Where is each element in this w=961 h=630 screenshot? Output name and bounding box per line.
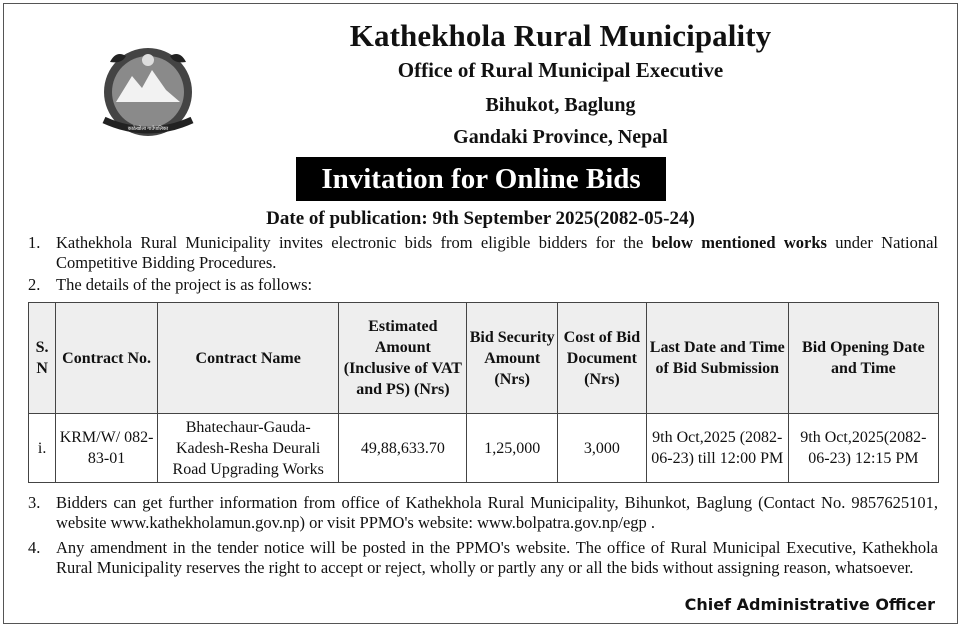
table-cell: 9th Oct,2025(2082-06-23) 12:15 PM bbox=[788, 414, 938, 483]
list-item: 1. Kathekhola Rural Municipality invites electronic bids from eligible bidders for the below mentioned works under National Competitive Bidding Procedures. bbox=[28, 233, 939, 272]
table-cell: 1,25,000 bbox=[467, 414, 558, 483]
office-address: Bihukot, Baglung bbox=[485, 94, 636, 116]
org-name: Kathekhola Rural Municipality bbox=[349, 18, 772, 53]
column-header: Bid Security Amount (Nrs) bbox=[467, 303, 558, 414]
office-name: Office of Rural Municipal Executive bbox=[397, 58, 724, 82]
table-cell: i. bbox=[29, 414, 56, 483]
column-header: Last Date and Time of Bid Submission bbox=[646, 303, 788, 414]
table-row bbox=[29, 414, 939, 483]
list-item: 3. Bidders can get further information from office of Kathekhola Rural Municipality, Bihunkot, Baglung (Contact No. 9857625101, website www.kathekholamun.gov.np) or visit PPMO's website: www.bolpatra.gov.np/egp . bbox=[28, 493, 938, 532]
column-header: Cost of Bid Document (Nrs) bbox=[558, 303, 647, 414]
table-cell: Bhatechaur-Gauda-Kadesh-Resha Deurali Road Upgrading Works bbox=[157, 414, 338, 483]
table-cell: KRM/W/ 082-83-01 bbox=[56, 414, 158, 483]
column-header: S. N bbox=[29, 303, 56, 414]
signatory-title: Chief Administrative Officer bbox=[684, 595, 935, 614]
notice-title: Invitation for Online Bids bbox=[296, 157, 666, 201]
list-item: 2. The details of the project is as follows: bbox=[28, 275, 313, 294]
column-header: Bid Opening Date and Time bbox=[788, 303, 938, 414]
table-cell: 49,88,633.70 bbox=[339, 414, 467, 483]
column-header: Contract No. bbox=[56, 303, 158, 414]
publication-date: Date of publication: 9th September 2025(2082-05-24) bbox=[266, 208, 695, 229]
emblem-caption: काठेखोला गाउँपालिका bbox=[127, 127, 169, 132]
table-cell: 3,000 bbox=[558, 414, 647, 483]
list-item: 4. Any amendment in the tender notice will be posted in the PPMO's website. The office of Rural Municipal Executive, Kathekhola Rural Municipality reserves the right to accept or reject, wholly or partly any or all the bids without assigning reason, whatsoever. bbox=[28, 538, 938, 577]
municipality-emblem-icon bbox=[90, 40, 206, 140]
table-cell: 9th Oct,2025 (2082-06-23) till 12:00 PM bbox=[646, 414, 788, 483]
notice-page bbox=[3, 3, 958, 624]
column-header: Estimated Amount (Inclusive of VAT and PS) (Nrs) bbox=[339, 303, 467, 414]
table-header-row bbox=[29, 303, 939, 414]
bid-details-table bbox=[28, 302, 939, 483]
office-province: Gandaki Province, Nepal bbox=[453, 126, 668, 148]
column-header: Contract Name bbox=[157, 303, 338, 414]
